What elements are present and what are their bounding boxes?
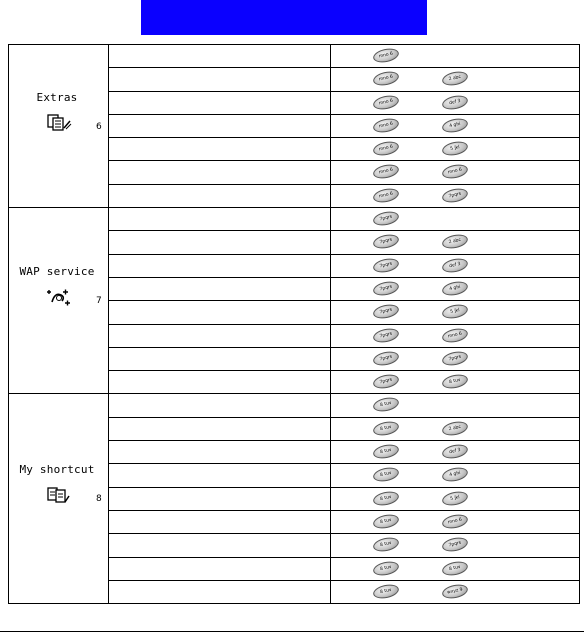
- keypad-key-icon: 2 abc: [441, 419, 469, 437]
- key-sequence-cell: [331, 138, 580, 161]
- menu-item-cell: [109, 231, 331, 254]
- key-sequence-cell: [331, 45, 580, 68]
- key-sequence-cell: [331, 487, 580, 510]
- menu-item-cell: [109, 557, 331, 580]
- keypad-key-icon: 2 abc: [441, 70, 469, 88]
- menu-item-cell: [109, 68, 331, 91]
- key-sequence-cell: [331, 254, 580, 277]
- menu-item-cell: [109, 510, 331, 533]
- keypad-key-icon: 7pqrs: [372, 303, 400, 321]
- keypad-key-icon: 4 ghi: [441, 466, 469, 484]
- keypad-key-icon: 7pqrs: [372, 373, 400, 391]
- key-sequence-cell: [331, 208, 580, 231]
- keypad-key-icon: mno 6: [372, 116, 400, 134]
- menu-item-cell: [109, 417, 331, 440]
- wap-service-icon: [45, 286, 73, 308]
- keypad-key-icon: 7pqrs: [441, 536, 469, 554]
- keypad-key-icon: 4 ghi: [441, 279, 469, 297]
- keypad-key-icon: 8 tuv: [372, 442, 400, 460]
- menu-item-cell: [109, 441, 331, 464]
- key-sequence-cell: [331, 464, 580, 487]
- menu-item-cell: [109, 371, 331, 394]
- keypad-key-icon: def 3: [441, 442, 469, 460]
- menu-group-cell: [9, 394, 109, 604]
- keypad-key-icon: mno 6: [441, 326, 469, 344]
- menu-group-number: 6: [96, 121, 102, 132]
- key-sequence-cell: [331, 231, 580, 254]
- key-sequence-cell: [331, 114, 580, 137]
- keypad-key-icon: 8 tuv: [372, 466, 400, 484]
- keypad-key-icon: mno 6: [372, 186, 400, 204]
- keypad-key-icon: def 3: [441, 93, 469, 111]
- keypad-key-icon: def 3: [441, 256, 469, 274]
- keypad-key-icon: 8 tuv: [372, 512, 400, 530]
- footer-rule: [0, 631, 584, 632]
- menu-item-cell: [109, 534, 331, 557]
- key-sequence-cell: [331, 324, 580, 347]
- menu-group-title: WAP service: [19, 265, 95, 279]
- keypad-key-icon: 8 tuv: [372, 536, 400, 554]
- menu-item-cell: [109, 138, 331, 161]
- key-sequence-cell: [331, 161, 580, 184]
- extras-icon: [45, 112, 73, 134]
- table-row: [9, 394, 580, 417]
- menu-group-cell: [9, 45, 109, 208]
- key-sequence-cell: [331, 441, 580, 464]
- keypad-key-icon: 8 tuv: [372, 419, 400, 437]
- key-sequence-cell: [331, 371, 580, 394]
- menu-item-cell: [109, 277, 331, 300]
- keypad-key-icon: 7pqrs: [372, 279, 400, 297]
- keypad-key-icon: 5 jkl: [441, 489, 469, 507]
- keypad-key-icon: 7pqrs: [441, 349, 469, 367]
- keypad-key-icon: mno 6: [441, 512, 469, 530]
- my-shortcut-icon: [45, 484, 73, 506]
- keypad-key-icon: 5 jkl: [441, 140, 469, 158]
- menu-shortcut-table: [8, 44, 580, 604]
- menu-item-cell: [109, 324, 331, 347]
- keypad-key-icon: 8 tuv: [372, 559, 400, 577]
- key-sequence-cell: [331, 534, 580, 557]
- key-sequence-cell: [331, 301, 580, 324]
- keypad-key-icon: mno 6: [372, 70, 400, 88]
- menu-item-cell: [109, 580, 331, 603]
- keypad-key-icon: mno 6: [441, 163, 469, 181]
- key-sequence-cell: [331, 91, 580, 114]
- keypad-key-icon: wxyz 9: [441, 582, 469, 600]
- key-sequence-cell: [331, 277, 580, 300]
- menu-item-cell: [109, 301, 331, 324]
- key-sequence-cell: [331, 347, 580, 370]
- menu-item-cell: [109, 347, 331, 370]
- keypad-key-icon: 8 tuv: [441, 559, 469, 577]
- menu-item-cell: [109, 208, 331, 231]
- keypad-key-icon: 7pqrs: [372, 210, 400, 228]
- keypad-key-icon: 7pqrs: [372, 326, 400, 344]
- menu-item-cell: [109, 464, 331, 487]
- menu-group-number: 7: [96, 296, 102, 307]
- key-sequence-cell: [331, 510, 580, 533]
- key-sequence-cell: [331, 184, 580, 207]
- key-sequence-cell: [331, 417, 580, 440]
- keypad-key-icon: mno 6: [372, 93, 400, 111]
- menu-group-number: 8: [96, 494, 102, 505]
- table-row: [9, 45, 580, 68]
- table-row: [9, 208, 580, 231]
- keypad-key-icon: mno 6: [372, 46, 400, 64]
- keypad-key-icon: 8 tuv: [441, 373, 469, 391]
- key-sequence-cell: [331, 557, 580, 580]
- menu-item-cell: [109, 45, 331, 68]
- key-sequence-cell: [331, 580, 580, 603]
- keypad-key-icon: 7pqrs: [372, 256, 400, 274]
- keypad-key-icon: 4 ghi: [441, 116, 469, 134]
- menu-item-cell: [109, 91, 331, 114]
- menu-item-cell: [109, 394, 331, 417]
- menu-item-cell: [109, 114, 331, 137]
- keypad-key-icon: 7pqrs: [441, 186, 469, 204]
- keypad-key-icon: 7pqrs: [372, 349, 400, 367]
- menu-item-cell: [109, 254, 331, 277]
- keypad-key-icon: 5 jkl: [441, 303, 469, 321]
- menu-group-title: My shortcut: [19, 463, 95, 477]
- keypad-key-icon: 8 tuv: [372, 582, 400, 600]
- header-banner: [141, 0, 427, 35]
- keypad-key-icon: 7pqrs: [372, 233, 400, 251]
- menu-item-cell: [109, 184, 331, 207]
- menu-item-cell: [109, 487, 331, 510]
- key-sequence-cell: [331, 68, 580, 91]
- keypad-key-icon: 8 tuv: [372, 396, 400, 414]
- keypad-key-icon: mno 6: [372, 140, 400, 158]
- menu-group-title: Extras: [36, 90, 78, 104]
- menu-item-cell: [109, 161, 331, 184]
- menu-group-cell: [9, 208, 109, 394]
- keypad-key-icon: 2 abc: [441, 233, 469, 251]
- keypad-key-icon: 8 tuv: [372, 489, 400, 507]
- key-sequence-cell: [331, 394, 580, 417]
- keypad-key-icon: mno 6: [372, 163, 400, 181]
